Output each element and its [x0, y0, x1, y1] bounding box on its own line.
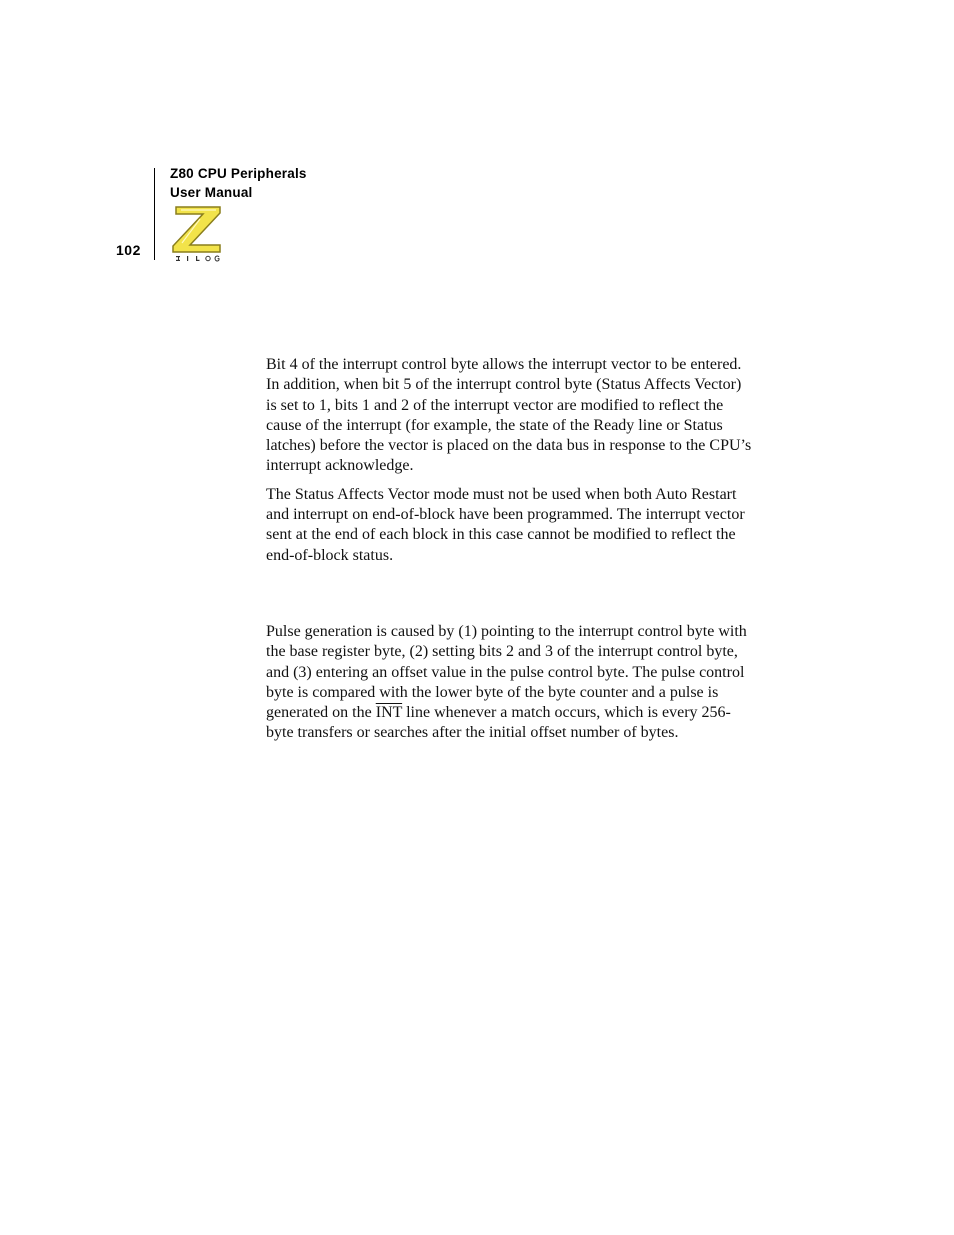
- paragraph-auto-restart-note: [266, 485, 770, 566]
- text-line: the base register byte, (2) setting bits 2 and 3 of the interrupt control byte,: [266, 643, 738, 661]
- manual-title: Z80 CPU Peripherals: [170, 166, 307, 181]
- text-line: end-of-block status.: [266, 546, 394, 564]
- text-line: In addition, when bit 5 of the interrupt control byte (Status Affects Vector): [266, 376, 742, 394]
- header-divider: [154, 168, 155, 260]
- text-line: interrupt acknowledge.: [266, 457, 414, 475]
- text-fragment: generated on the: [266, 704, 376, 722]
- text-line: cause of the interrupt (for example, the state of the Ready line or Status: [266, 416, 723, 434]
- text-line: sent at the end of each block in this case cannot be modified to reflect the: [266, 526, 736, 544]
- text-line: latches) before the vector is placed on the data bus in response to the CPU’s: [266, 437, 752, 455]
- text-fragment: line whenever a match occurs, which is every 256-: [402, 704, 731, 722]
- paragraph-pulse-generation: [266, 622, 770, 744]
- text-line: The Status Affects Vector mode must not be used when both Auto Restart: [266, 485, 737, 503]
- zilog-z-icon: [170, 205, 224, 263]
- text-line: Pulse generation is caused by (1) pointing to the interrupt control byte with: [266, 622, 747, 640]
- page-number: 102: [116, 242, 141, 258]
- int-signal-name: $\overline{INT}$: [375, 704, 403, 722]
- text-line: and (3) entering an offset value in the pulse control byte. The pulse control: [266, 663, 745, 681]
- text-line: is set to 1, bits 1 and 2 of the interrupt vector are modified to reflect the: [266, 396, 724, 414]
- text-line: and interrupt on end-of-block have been programmed. The interrupt vector: [266, 506, 745, 524]
- paragraph-status-affects-vector: [266, 355, 770, 477]
- zilog-logo: [170, 205, 224, 263]
- manual-subtitle: User Manual: [170, 185, 253, 200]
- text-line: byte transfers or searches after the initial offset number of bytes.: [266, 724, 679, 742]
- running-header: [170, 164, 307, 202]
- text-line: byte is compared with the lower byte of the byte counter and a pulse is: [266, 683, 719, 701]
- text-line: [266, 703, 770, 723]
- text-line: Bit 4 of the interrupt control byte allows the interrupt vector to be entered.: [266, 356, 742, 373]
- body-text: [266, 355, 770, 752]
